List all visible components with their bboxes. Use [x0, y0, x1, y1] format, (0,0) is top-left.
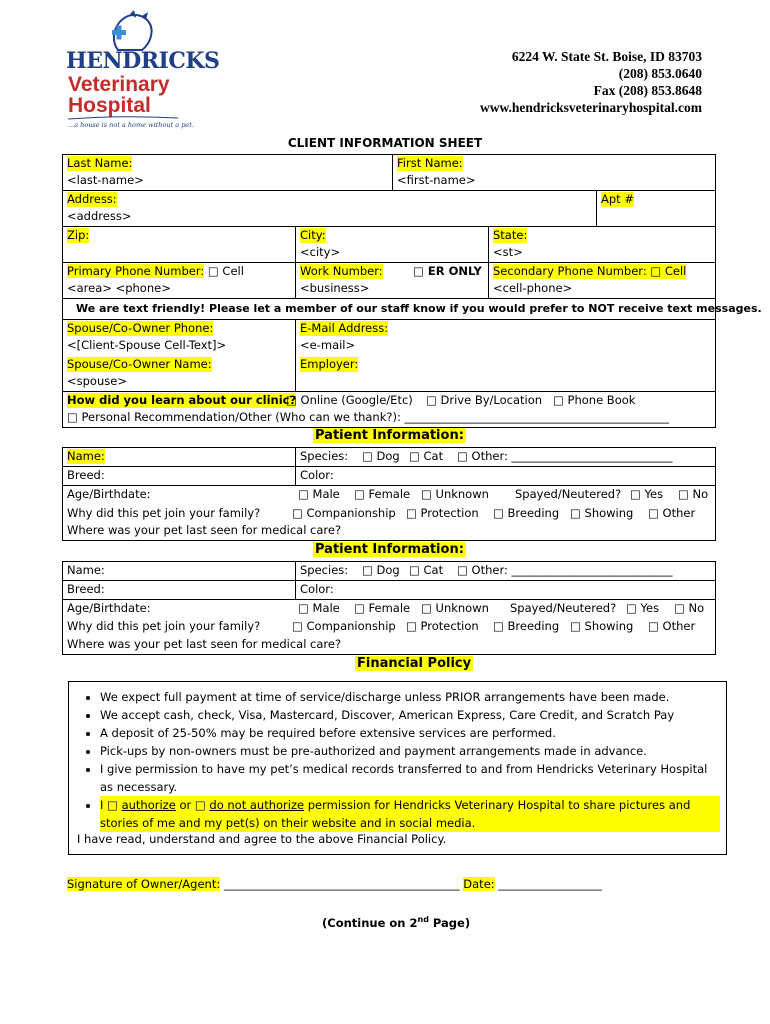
spouse-name-field[interactable]: <spouse> — [67, 374, 127, 388]
logo-underline — [68, 116, 178, 120]
form-title: CLIENT INFORMATION SHEET — [287, 136, 483, 150]
agreement-text: I have read, understand and agree to the above Financial Policy. — [77, 832, 447, 846]
spouse-phone-label: Spouse/Co-Owner Phone: — [67, 321, 214, 335]
personal-recommendation-field[interactable]: □ Personal Recommendation/Other (Who can we thank?): ______________________________________________ — [67, 410, 669, 424]
last-name-field[interactable]: <last-name> — [67, 173, 144, 187]
hospital-logo — [62, 10, 220, 129]
last-seen-label: Where was your pet last seen for medical care? — [67, 523, 342, 537]
address-field[interactable]: <address> — [67, 209, 132, 223]
policy-item: • Pick-ups by non-owners must be pre-authorized and payment arrangements made in advance. — [100, 742, 720, 760]
other-species-field[interactable]: □ Other: ____________________________ — [457, 563, 673, 577]
logo-tagline: ...a house is not a home without a pet. — [68, 121, 194, 129]
city-field[interactable]: <city> — [300, 245, 341, 259]
spayed-no-checkbox[interactable]: □ No — [678, 487, 709, 501]
logo-text-veterinary: Veterinary Hospital — [68, 73, 170, 117]
color-label: Color: — [300, 468, 334, 482]
breed-label: Breed: — [67, 468, 105, 482]
primary-cell-checkbox[interactable]: □ Cell — [207, 264, 244, 278]
hospital-address: 6224 W. State St. Boise, ID 83703 — [511, 49, 702, 64]
cat-checkbox[interactable]: □ Cat — [409, 563, 444, 577]
work-number-label: Work Number: — [300, 264, 383, 278]
hospital-contact — [480, 48, 702, 116]
age-label: Age/Birthdate: — [67, 487, 151, 501]
policy-item: • A deposit of 25-50% may be required before extensive services are performed. — [100, 724, 720, 742]
authorize-checkbox[interactable]: authorize — [121, 798, 176, 812]
why-join-label: Why did this pet join your family? — [67, 619, 261, 633]
pet-name-label: Name: — [67, 449, 105, 463]
hospital-fax: Fax (208) 853.8648 — [593, 83, 702, 98]
spayed-yes-checkbox[interactable]: □ Yes — [630, 487, 664, 501]
financial-policy-list — [76, 688, 720, 832]
color-label: Color: — [300, 582, 334, 596]
zip-label: Zip: — [67, 228, 90, 242]
patient-info-heading-1: Patient Information: — [315, 428, 464, 443]
spouse-name-label: Spouse/Co-Owner Name: — [67, 357, 212, 371]
spayed-yes-checkbox[interactable]: □ Yes — [626, 601, 660, 615]
do-not-authorize-checkbox[interactable]: do not authorize — [209, 798, 305, 812]
text-friendly-notice: We are text friendly! Please let a member of our staff know if you would prefer to NOT receive text messages. — [76, 302, 762, 315]
spayed-label: Spayed/Neutered? — [510, 601, 617, 615]
work-number-field[interactable]: <business> — [300, 281, 370, 295]
policy-item: • I give permission to have my pet’s medical records transferred to and from Hendricks Veterinary Hospital as necessary. — [100, 760, 720, 796]
email-field[interactable]: <e-mail> — [300, 338, 356, 352]
address-label: Address: — [67, 192, 117, 206]
last-seen-label: Where was your pet last seen for medical care? — [67, 637, 342, 651]
why-other-checkbox[interactable]: □ Other — [648, 619, 696, 633]
secondary-phone-label[interactable]: Secondary Phone Number: □ Cell — [493, 264, 687, 278]
spouse-phone-field[interactable]: <[Client-Spouse Cell-Text]> — [67, 338, 227, 352]
online-checkbox[interactable]: □ Online (Google/Etc) — [286, 393, 413, 407]
pet-name-label: Name: — [67, 563, 105, 577]
first-name-label: First Name: — [397, 156, 463, 170]
policy-item: • We accept cash, check, Visa, Mastercard, Discover, American Express, Care Credit, and Scratch Pay — [100, 706, 720, 724]
state-label: State: — [493, 228, 528, 242]
patient-info-heading-2: Patient Information: — [315, 542, 464, 557]
protection-checkbox[interactable]: □ Protection — [406, 619, 479, 633]
apt-label: Apt # — [601, 192, 634, 206]
signature-line[interactable]: Signature of Owner/Agent: _________________________________________ Date: __________________ — [67, 877, 602, 891]
dog-checkbox[interactable]: □ Dog — [362, 449, 400, 463]
photo-permission-item: • I □ authorize or □ do not authorize permission for Hendricks Veterinary Hospital to share pictures and stories of me and my pet(s) on their website and in social media. — [100, 796, 720, 832]
secondary-phone-field[interactable]: <cell-phone> — [493, 281, 573, 295]
drive-by-checkbox[interactable]: □ Drive By/Location — [426, 393, 543, 407]
species-label: Species: — [300, 563, 349, 577]
learn-about-label: How did you learn about our clinic? — [67, 393, 297, 407]
companionship-checkbox[interactable]: □ Companionship — [292, 619, 396, 633]
hospital-website[interactable]: www.hendricksveterinaryhospital.com — [480, 100, 702, 115]
phone-book-checkbox[interactable]: □ Phone Book — [553, 393, 636, 407]
logo-text-hendricks: HENDRICKS — [66, 48, 220, 74]
spayed-label: Spayed/Neutered? — [515, 487, 622, 501]
female-checkbox[interactable]: □ Female — [354, 487, 411, 501]
first-name-field[interactable]: <first-name> — [397, 173, 476, 187]
continue-note: (Continue on 2nd Page) — [322, 915, 471, 930]
state-field[interactable]: <st> — [493, 245, 523, 259]
showing-checkbox[interactable]: □ Showing — [570, 506, 634, 520]
email-label: E-Mail Address: — [300, 321, 389, 335]
date-field[interactable]: __________________ — [494, 877, 602, 891]
breeding-checkbox[interactable]: □ Breeding — [493, 506, 560, 520]
primary-phone-label: Primary Phone Number: □ Cell — [67, 264, 244, 278]
companionship-checkbox[interactable]: □ Companionship — [292, 506, 396, 520]
other-species-field[interactable]: □ Other: ____________________________ — [457, 449, 673, 463]
dog-checkbox[interactable]: □ Dog — [362, 563, 400, 577]
female-checkbox[interactable]: □ Female — [354, 601, 411, 615]
primary-phone-field[interactable]: <area> <phone> — [67, 281, 171, 295]
city-label: City: — [300, 228, 326, 242]
breeding-checkbox[interactable]: □ Breeding — [493, 619, 560, 633]
male-checkbox[interactable]: □ Male — [298, 487, 340, 501]
why-other-checkbox[interactable]: □ Other — [648, 506, 696, 520]
employer-label: Employer: — [300, 357, 359, 371]
breed-label: Breed: — [67, 582, 105, 596]
why-join-label: Why did this pet join your family? — [67, 506, 261, 520]
cat-checkbox[interactable]: □ Cat — [409, 449, 444, 463]
policy-item: • We expect full payment at time of service/discharge unless PRIOR arrangements have been made. — [100, 688, 720, 706]
showing-checkbox[interactable]: □ Showing — [570, 619, 634, 633]
unknown-checkbox[interactable]: □ Unknown — [421, 601, 489, 615]
financial-policy-heading: Financial Policy — [357, 656, 472, 671]
hospital-phone: (208) 853.0640 — [618, 66, 702, 81]
last-name-label: Last Name: — [67, 156, 133, 170]
spayed-no-checkbox[interactable]: □ No — [674, 601, 705, 615]
male-checkbox[interactable]: □ Male — [298, 601, 340, 615]
age-label: Age/Birthdate: — [67, 601, 151, 615]
er-only-checkbox[interactable]: □ ER ONLY — [413, 264, 482, 278]
unknown-checkbox[interactable]: □ Unknown — [421, 487, 489, 501]
species-label: Species: — [300, 449, 349, 463]
protection-checkbox[interactable]: □ Protection — [406, 506, 479, 520]
